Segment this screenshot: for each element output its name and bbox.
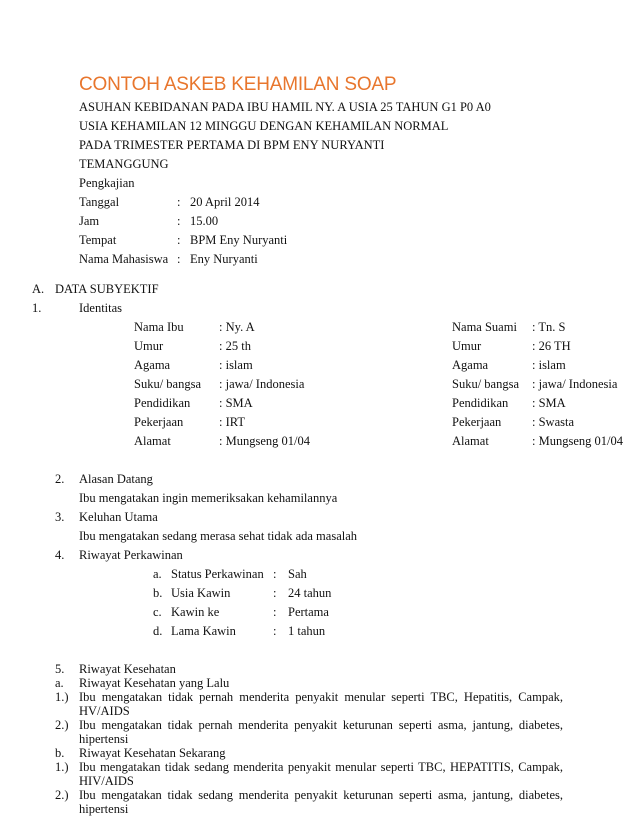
perkawinan-value: Pertama xyxy=(288,605,329,619)
perkawinan-letter: a. xyxy=(153,567,162,581)
pengkajian-key: Tempat xyxy=(79,233,117,247)
perkawinan-heading: Riwayat Perkawinan xyxy=(79,548,183,562)
kesehatan-marker: 5. xyxy=(55,662,65,676)
ibu-key: Pekerjaan xyxy=(134,415,184,429)
kesehatan-lalu-heading: Riwayat Kesehatan yang Lalu xyxy=(79,676,230,690)
ibu-key: Alamat xyxy=(134,434,171,448)
suami-key: Pekerjaan xyxy=(452,415,502,429)
section-a-heading: DATA SUBYEKTIF xyxy=(55,282,159,296)
list-item-continuation: HIV/AIDS xyxy=(79,774,134,788)
alasan-marker: 2. xyxy=(55,472,65,486)
pengkajian-value: Eny Nuryanti xyxy=(190,252,258,266)
pengkajian-sep: : xyxy=(177,252,181,266)
ibu-key: Suku/ bangsa xyxy=(134,377,202,391)
perkawinan-sep: : xyxy=(273,624,277,638)
pengkajian-value: 15.00 xyxy=(190,214,219,228)
list-item-marker: 2.) xyxy=(55,718,69,732)
ibu-value: : islam xyxy=(219,358,253,372)
keluhan-text: Ibu mengatakan sedang merasa sehat tidak ada masalah xyxy=(79,529,358,543)
list-item-marker: 1.) xyxy=(55,760,69,774)
identitas-marker: 1. xyxy=(32,301,42,315)
suami-key: Nama Suami xyxy=(452,320,517,334)
suami-key: Pendidikan xyxy=(452,396,509,410)
perkawinan-letter: d. xyxy=(153,624,163,638)
document-title: CONTOH ASKEB KEHAMILAN SOAP xyxy=(79,74,397,95)
perkawinan-key: Status Perkawinan xyxy=(171,567,264,581)
alasan-heading: Alasan Datang xyxy=(79,472,153,486)
heading-line-4: TEMANGGUNG xyxy=(79,157,169,171)
list-item-text: Ibu mengatakan tidak sedang menderita penyakit keturunan seperti asma, jantung, diabetes, xyxy=(79,788,563,802)
perkawinan-key: Kawin ke xyxy=(171,605,220,619)
suami-key: Umur xyxy=(452,339,482,353)
pengkajian-value: 20 April 2014 xyxy=(190,195,260,209)
ibu-value: : 25 th xyxy=(219,339,251,353)
pengkajian-key: Nama Mahasiswa xyxy=(79,252,169,266)
perkawinan-sep: : xyxy=(273,586,277,600)
keluhan-heading: Keluhan Utama xyxy=(79,510,158,524)
list-item-text: Ibu mengatakan tidak sedang menderita penyakit menular seperti TBC, HEPATITIS, Campak, xyxy=(79,760,563,774)
suami-value: : islam xyxy=(532,358,566,372)
suami-key: Alamat xyxy=(452,434,489,448)
pengkajian-sep: : xyxy=(177,195,181,209)
suami-value: : 26 TH xyxy=(532,339,571,353)
suami-value: : Mungseng 01/04 xyxy=(532,434,623,448)
list-item-continuation: hipertensi xyxy=(79,732,129,746)
suami-value: : Tn. S xyxy=(532,320,566,334)
suami-key: Suku/ bangsa xyxy=(452,377,520,391)
list-item-text: Ibu mengatakan tidak pernah menderita penyakit keturunan seperti asma, jantung, diabetes, xyxy=(79,718,563,732)
suami-value: : SMA xyxy=(532,396,566,410)
perkawinan-letter: c. xyxy=(153,605,162,619)
alasan-text: Ibu mengatakan ingin memeriksakan kehamilannya xyxy=(79,491,338,505)
list-item-continuation: HV/AIDS xyxy=(79,704,130,718)
perkawinan-value: 1 tahun xyxy=(288,624,326,638)
kesehatan-sekarang-marker: b. xyxy=(55,746,65,760)
ibu-value: : IRT xyxy=(219,415,245,429)
identitas-heading: Identitas xyxy=(79,301,123,315)
list-item-marker: 1.) xyxy=(55,690,69,704)
ibu-key: Nama Ibu xyxy=(134,320,184,334)
ibu-value: : Ny. A xyxy=(219,320,255,334)
pengkajian-key: Tanggal xyxy=(79,195,120,209)
kesehatan-lalu-marker: a. xyxy=(55,676,64,690)
perkawinan-value: 24 tahun xyxy=(288,586,332,600)
list-item-continuation: hipertensi xyxy=(79,802,129,816)
perkawinan-key: Lama Kawin xyxy=(171,624,236,638)
heading-line-3: PADA TRIMESTER PERTAMA DI BPM ENY NURYANTI xyxy=(79,138,385,152)
ibu-key: Pendidikan xyxy=(134,396,191,410)
pengkajian-sep: : xyxy=(177,233,181,247)
ibu-value: : jawa/ Indonesia xyxy=(219,377,305,391)
list-item-marker: 2.) xyxy=(55,788,69,802)
pengkajian-value: BPM Eny Nuryanti xyxy=(190,233,288,247)
kesehatan-sekarang-heading: Riwayat Kesehatan Sekarang xyxy=(79,746,226,760)
ibu-key: Umur xyxy=(134,339,164,353)
perkawinan-sep: : xyxy=(273,605,277,619)
suami-value: : jawa/ Indonesia xyxy=(532,377,618,391)
perkawinan-letter: b. xyxy=(153,586,163,600)
list-item-text: Ibu mengatakan tidak pernah menderita penyakit menular seperti TBC, Hepatitis, Campak, xyxy=(79,690,563,704)
kesehatan-heading: Riwayat Kesehatan xyxy=(79,662,176,676)
suami-value: : Swasta xyxy=(532,415,575,429)
pengkajian-sep: : xyxy=(177,214,181,228)
pengkajian-label: Pengkajian xyxy=(79,176,135,190)
heading-line-1: ASUHAN KEBIDANAN PADA IBU HAMIL NY. A USIA 25 TAHUN G1 P0 A0 xyxy=(79,100,491,114)
pengkajian-key: Jam xyxy=(79,214,100,228)
perkawinan-value: Sah xyxy=(288,567,307,581)
ibu-value: : SMA xyxy=(219,396,253,410)
keluhan-marker: 3. xyxy=(55,510,65,524)
suami-key: Agama xyxy=(452,358,489,372)
perkawinan-key: Usia Kawin xyxy=(171,586,231,600)
heading-line-2: USIA KEHAMILAN 12 MINGGU DENGAN KEHAMILAN NORMAL xyxy=(79,119,449,133)
perkawinan-sep: : xyxy=(273,567,277,581)
ibu-key: Agama xyxy=(134,358,171,372)
section-a-marker: A. xyxy=(32,282,45,296)
perkawinan-marker: 4. xyxy=(55,548,65,562)
ibu-value: : Mungseng 01/04 xyxy=(219,434,310,448)
